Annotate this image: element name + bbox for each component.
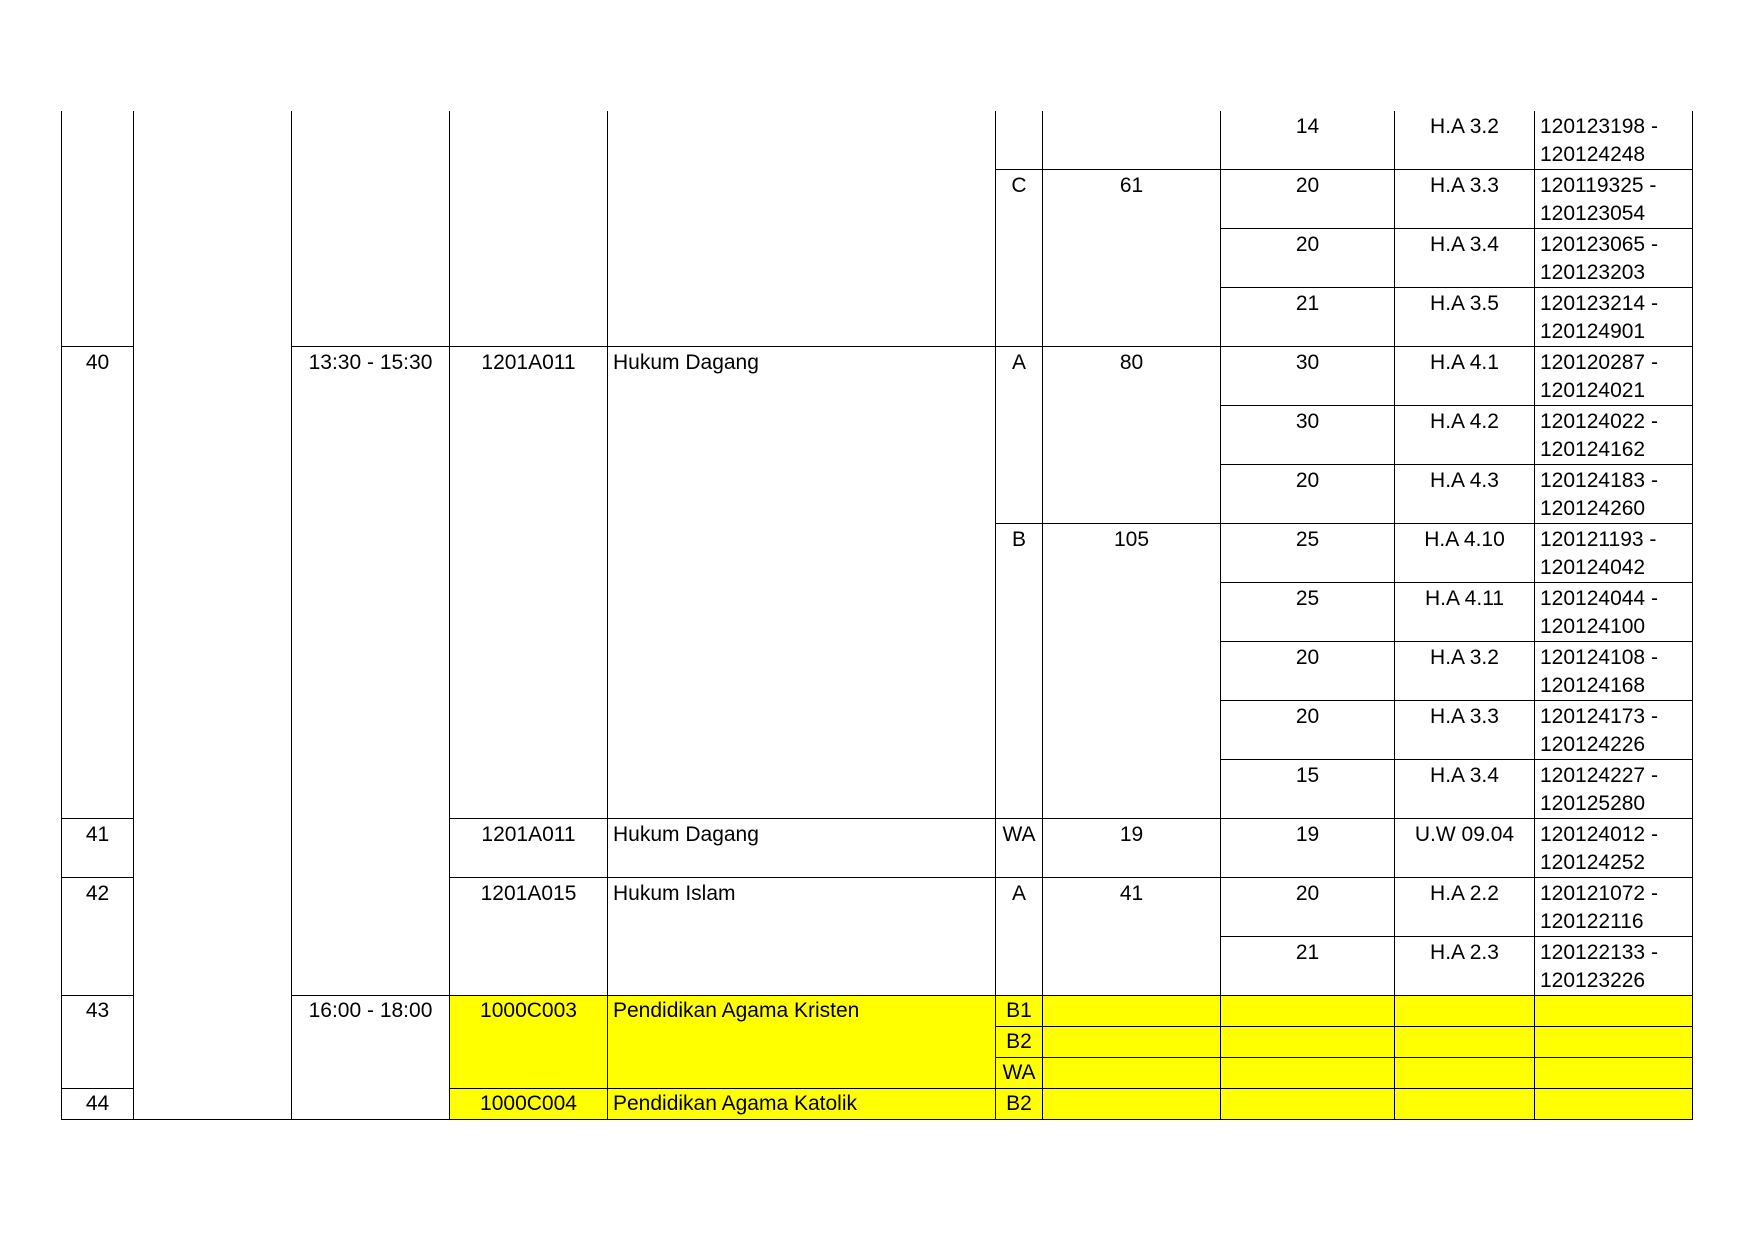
nim-range-cell: 120124227 - 120125280	[1535, 760, 1693, 819]
row-number-cell: 42	[62, 878, 134, 996]
room-capacity-cell	[1221, 1058, 1395, 1089]
course-name-cell	[608, 111, 996, 347]
room-capacity-cell: 30	[1221, 406, 1395, 465]
nim-range-cell: 120119325 - 120123054	[1535, 170, 1693, 229]
nim-range-cell	[1535, 1058, 1693, 1089]
nim-range-cell: 120124022 - 120124162	[1535, 406, 1693, 465]
room-capacity-cell: 20	[1221, 878, 1395, 937]
room-cell: H.A 3.4	[1395, 229, 1535, 288]
room-cell: H.A 3.3	[1395, 701, 1535, 760]
class-capacity-cell: 61	[1043, 170, 1221, 347]
class-cell: B	[996, 524, 1043, 819]
room-cell: H.A 2.2	[1395, 878, 1535, 937]
room-capacity-cell: 21	[1221, 288, 1395, 347]
nim-range-cell: 120122133 - 120123226	[1535, 937, 1693, 996]
class-capacity-cell	[1043, 996, 1221, 1027]
room-cell	[1395, 996, 1535, 1027]
nim-range-cell: 120123198 - 120124248	[1535, 111, 1693, 170]
course-code-cell: 1201A015	[450, 878, 608, 996]
class-capacity-cell: 80	[1043, 347, 1221, 524]
class-cell: A	[996, 878, 1043, 996]
room-capacity-cell: 19	[1221, 819, 1395, 878]
class-cell: B1	[996, 996, 1043, 1027]
nim-range-cell: 120124108 - 120124168	[1535, 642, 1693, 701]
room-cell	[1395, 1058, 1535, 1089]
room-capacity-cell: 20	[1221, 642, 1395, 701]
nim-range-cell: 120121072 - 120122116	[1535, 878, 1693, 937]
table-row	[62, 996, 1693, 1027]
class-cell: B2	[996, 1027, 1043, 1058]
class-capacity-cell	[1043, 1089, 1221, 1120]
course-name-cell: Pendidikan Agama Katolik	[608, 1089, 996, 1120]
class-capacity-cell	[1043, 1027, 1221, 1058]
row-number-cell: 41	[62, 819, 134, 878]
nim-range-cell	[1535, 996, 1693, 1027]
nim-range-cell: 120123214 - 120124901	[1535, 288, 1693, 347]
room-capacity-cell: 20	[1221, 465, 1395, 524]
room-cell: U.W 09.04	[1395, 819, 1535, 878]
class-capacity-cell: 105	[1043, 524, 1221, 819]
nim-range-cell: 120121193 - 120124042	[1535, 524, 1693, 583]
day-cell	[134, 996, 292, 1120]
room-capacity-cell: 25	[1221, 583, 1395, 642]
time-cell	[292, 111, 450, 347]
course-code-cell: 1201A011	[450, 819, 608, 878]
nim-range-cell: 120124044 - 120124100	[1535, 583, 1693, 642]
nim-range-cell: 120124173 - 120124226	[1535, 701, 1693, 760]
room-capacity-cell: 20	[1221, 701, 1395, 760]
room-cell: H.A 3.4	[1395, 760, 1535, 819]
row-number-cell	[62, 111, 134, 347]
room-capacity-cell: 20	[1221, 229, 1395, 288]
course-code-cell	[450, 111, 608, 347]
class-cell: C	[996, 170, 1043, 347]
room-cell	[1395, 1027, 1535, 1058]
class-cell: A	[996, 347, 1043, 524]
room-cell: H.A 3.5	[1395, 288, 1535, 347]
course-code-cell: 1201A011	[450, 347, 608, 819]
class-cell: WA	[996, 1058, 1043, 1089]
class-capacity-cell: 19	[1043, 819, 1221, 878]
nim-range-cell	[1535, 1089, 1693, 1120]
room-cell: H.A 4.10	[1395, 524, 1535, 583]
room-capacity-cell: 20	[1221, 170, 1395, 229]
course-name-cell: Hukum Dagang	[608, 819, 996, 878]
room-cell	[1395, 1089, 1535, 1120]
nim-range-cell	[1535, 1027, 1693, 1058]
room-cell: H.A 3.2	[1395, 111, 1535, 170]
room-capacity-cell	[1221, 1089, 1395, 1120]
nim-range-cell: 120124183 - 120124260	[1535, 465, 1693, 524]
room-capacity-cell: 30	[1221, 347, 1395, 406]
room-capacity-cell	[1221, 1027, 1395, 1058]
room-cell: H.A 4.1	[1395, 347, 1535, 406]
row-number-cell: 43	[62, 996, 134, 1089]
class-capacity-cell: 41	[1043, 878, 1221, 996]
course-name-cell: Hukum Dagang	[608, 347, 996, 819]
day-cell	[134, 111, 292, 996]
room-capacity-cell: 25	[1221, 524, 1395, 583]
class-capacity-cell	[1043, 111, 1221, 170]
room-cell: H.A 3.2	[1395, 642, 1535, 701]
course-code-cell: 1000C003	[450, 996, 608, 1089]
nim-range-cell: 120123065 - 120123203	[1535, 229, 1693, 288]
table-row	[62, 347, 1693, 406]
nim-range-cell: 120120287 - 120124021	[1535, 347, 1693, 406]
room-capacity-cell: 15	[1221, 760, 1395, 819]
table-row	[62, 111, 1693, 170]
room-cell: H.A 4.11	[1395, 583, 1535, 642]
room-capacity-cell: 21	[1221, 937, 1395, 996]
room-cell: H.A 3.3	[1395, 170, 1535, 229]
nim-range-cell: 120124012 - 120124252	[1535, 819, 1693, 878]
time-cell: 13:30 - 15:30	[292, 347, 450, 996]
room-capacity-cell: 14	[1221, 111, 1395, 170]
room-cell: H.A 2.3	[1395, 937, 1535, 996]
room-cell: H.A 4.2	[1395, 406, 1535, 465]
class-cell	[996, 111, 1043, 170]
exam-schedule-table	[61, 111, 1693, 1120]
course-code-cell: 1000C004	[450, 1089, 608, 1120]
room-capacity-cell	[1221, 996, 1395, 1027]
room-cell: H.A 4.3	[1395, 465, 1535, 524]
course-name-cell: Hukum Islam	[608, 878, 996, 996]
row-number-cell: 40	[62, 347, 134, 819]
time-cell: 16:00 - 18:00	[292, 996, 450, 1120]
class-capacity-cell	[1043, 1058, 1221, 1089]
class-cell: WA	[996, 819, 1043, 878]
course-name-cell: Pendidikan Agama Kristen	[608, 996, 996, 1089]
class-cell: B2	[996, 1089, 1043, 1120]
row-number-cell: 44	[62, 1089, 134, 1120]
